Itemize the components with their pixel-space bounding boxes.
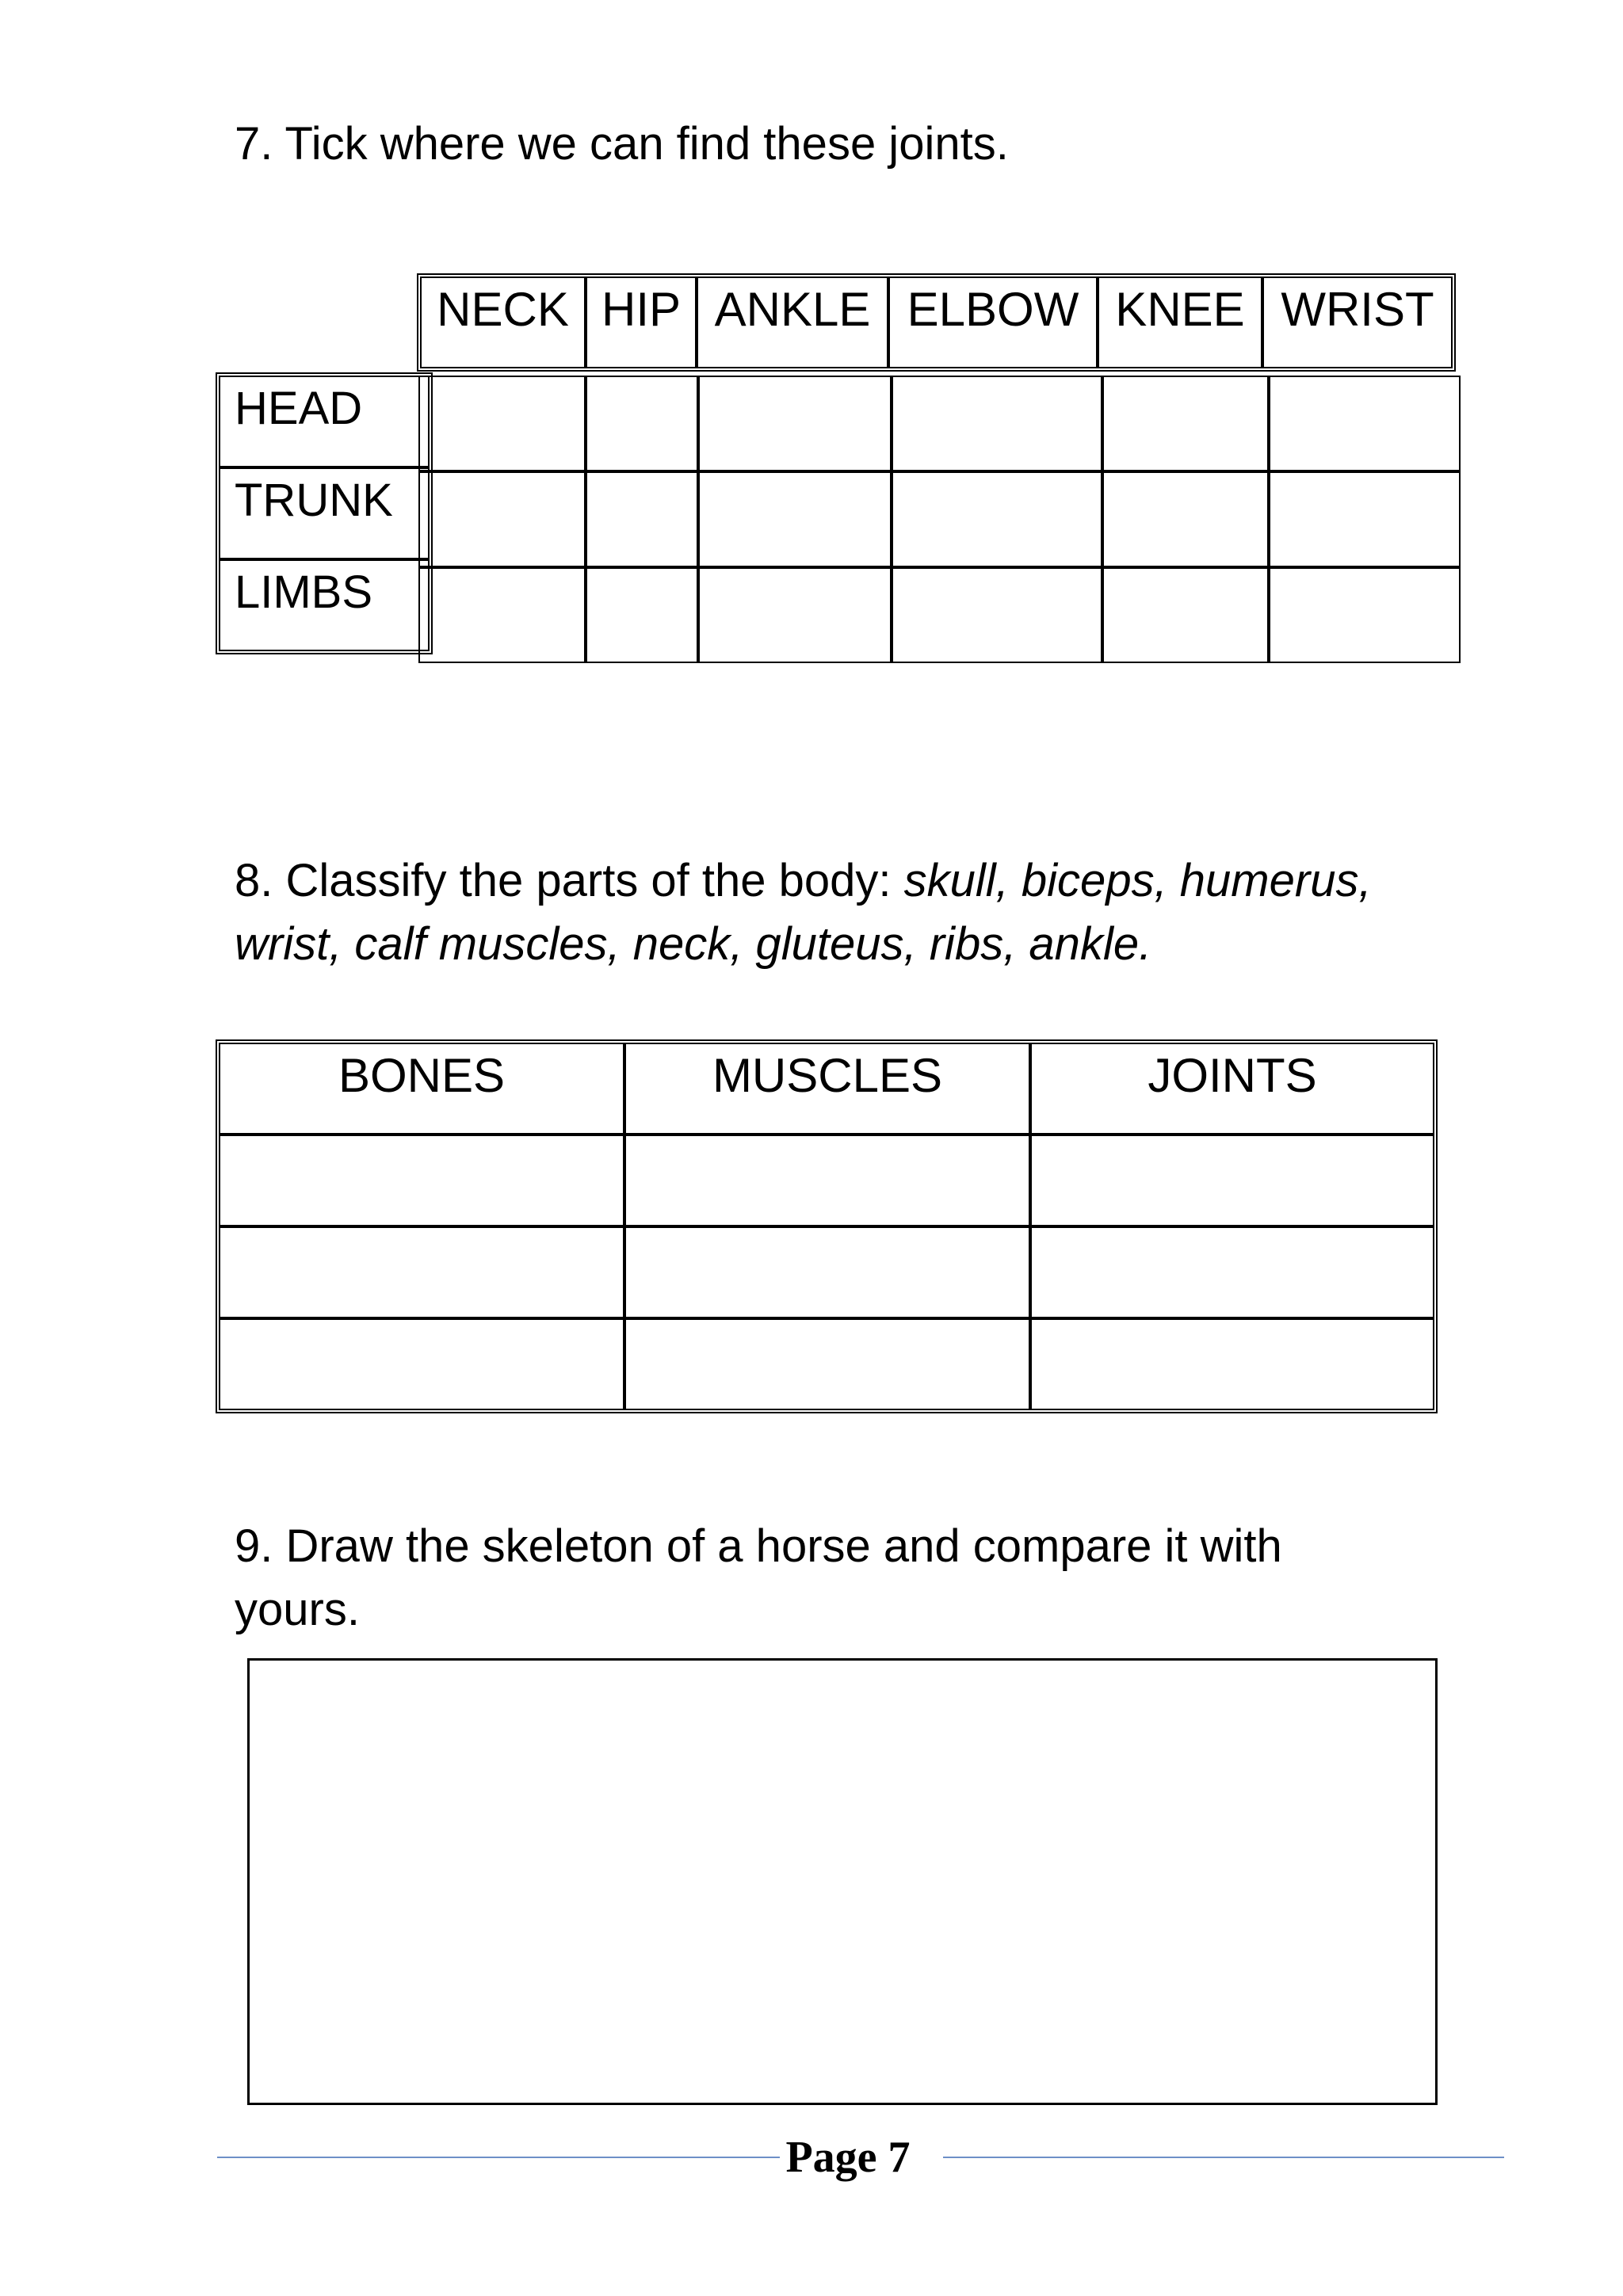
q9-prompt-line2: yours.	[235, 1584, 360, 1635]
q7-tick-grid	[418, 376, 1461, 663]
q7-joint-header	[417, 273, 1456, 372]
tick-cell[interactable]	[1102, 471, 1269, 567]
tick-cell[interactable]	[1269, 567, 1461, 663]
answer-cell[interactable]	[219, 1226, 624, 1318]
q7-col-ankle: ANKLE	[697, 277, 888, 368]
q7-body-part-rows	[216, 372, 433, 654]
tick-cell[interactable]	[698, 376, 892, 471]
q8-prompt-items-1: skull, biceps, humerus,	[903, 855, 1372, 906]
q7-col-neck: NECK	[420, 277, 586, 368]
tick-cell[interactable]	[1102, 376, 1269, 471]
answer-cell[interactable]	[219, 1135, 624, 1226]
q8-col-joints: JOINTS	[1030, 1043, 1434, 1135]
tick-cell[interactable]	[586, 567, 698, 663]
answer-cell[interactable]	[624, 1226, 1030, 1318]
tick-cell[interactable]	[418, 567, 586, 663]
q7-col-wrist: WRIST	[1262, 277, 1453, 368]
tick-cell[interactable]	[1269, 471, 1461, 567]
answer-cell[interactable]	[1030, 1318, 1434, 1410]
answer-cell[interactable]	[624, 1318, 1030, 1410]
tick-cell[interactable]	[418, 471, 586, 567]
q7-row-limbs: LIMBS	[219, 559, 430, 651]
tick-cell[interactable]	[1269, 376, 1461, 471]
answer-cell[interactable]	[1030, 1135, 1434, 1226]
q8-col-bones: BONES	[219, 1043, 624, 1135]
answer-cell[interactable]	[624, 1135, 1030, 1226]
q8-prompt-line2	[235, 913, 1151, 976]
q7-col-knee: KNEE	[1098, 277, 1262, 368]
footer-rule-right	[943, 2157, 1504, 2158]
q8-prompt-items-2: wrist, calf muscles, neck, gluteus, ribs, ankle.	[235, 918, 1152, 970]
tick-cell[interactable]	[698, 471, 892, 567]
q7-row-head: HEAD	[219, 376, 430, 467]
tick-cell[interactable]	[892, 471, 1102, 567]
tick-cell[interactable]	[586, 376, 698, 471]
q9-prompt-line1: 9. Draw the skeleton of a horse and compare it with	[235, 1520, 1282, 1572]
q8-col-muscles: MUSCLES	[624, 1043, 1030, 1135]
tick-cell[interactable]	[892, 376, 1102, 471]
page-number: Page 7	[785, 2133, 911, 2182]
answer-cell[interactable]	[1030, 1226, 1434, 1318]
q8-prompt-plain: 8. Classify the parts of the body:	[235, 855, 904, 906]
q7-row-trunk: TRUNK	[219, 467, 430, 559]
footer-rule-left	[217, 2157, 780, 2158]
q8-classify-table	[216, 1039, 1438, 1413]
q8-prompt-line1	[235, 849, 1372, 913]
tick-cell[interactable]	[892, 567, 1102, 663]
tick-cell[interactable]	[1102, 567, 1269, 663]
q9-drawing-box[interactable]	[247, 1658, 1438, 2105]
tick-cell[interactable]	[698, 567, 892, 663]
tick-cell[interactable]	[418, 376, 586, 471]
answer-cell[interactable]	[219, 1318, 624, 1410]
q7-prompt: 7. Tick where we can find these joints.	[235, 118, 1009, 170]
tick-cell[interactable]	[586, 471, 698, 567]
q7-col-elbow: ELBOW	[888, 277, 1098, 368]
q7-col-hip: HIP	[586, 277, 697, 368]
